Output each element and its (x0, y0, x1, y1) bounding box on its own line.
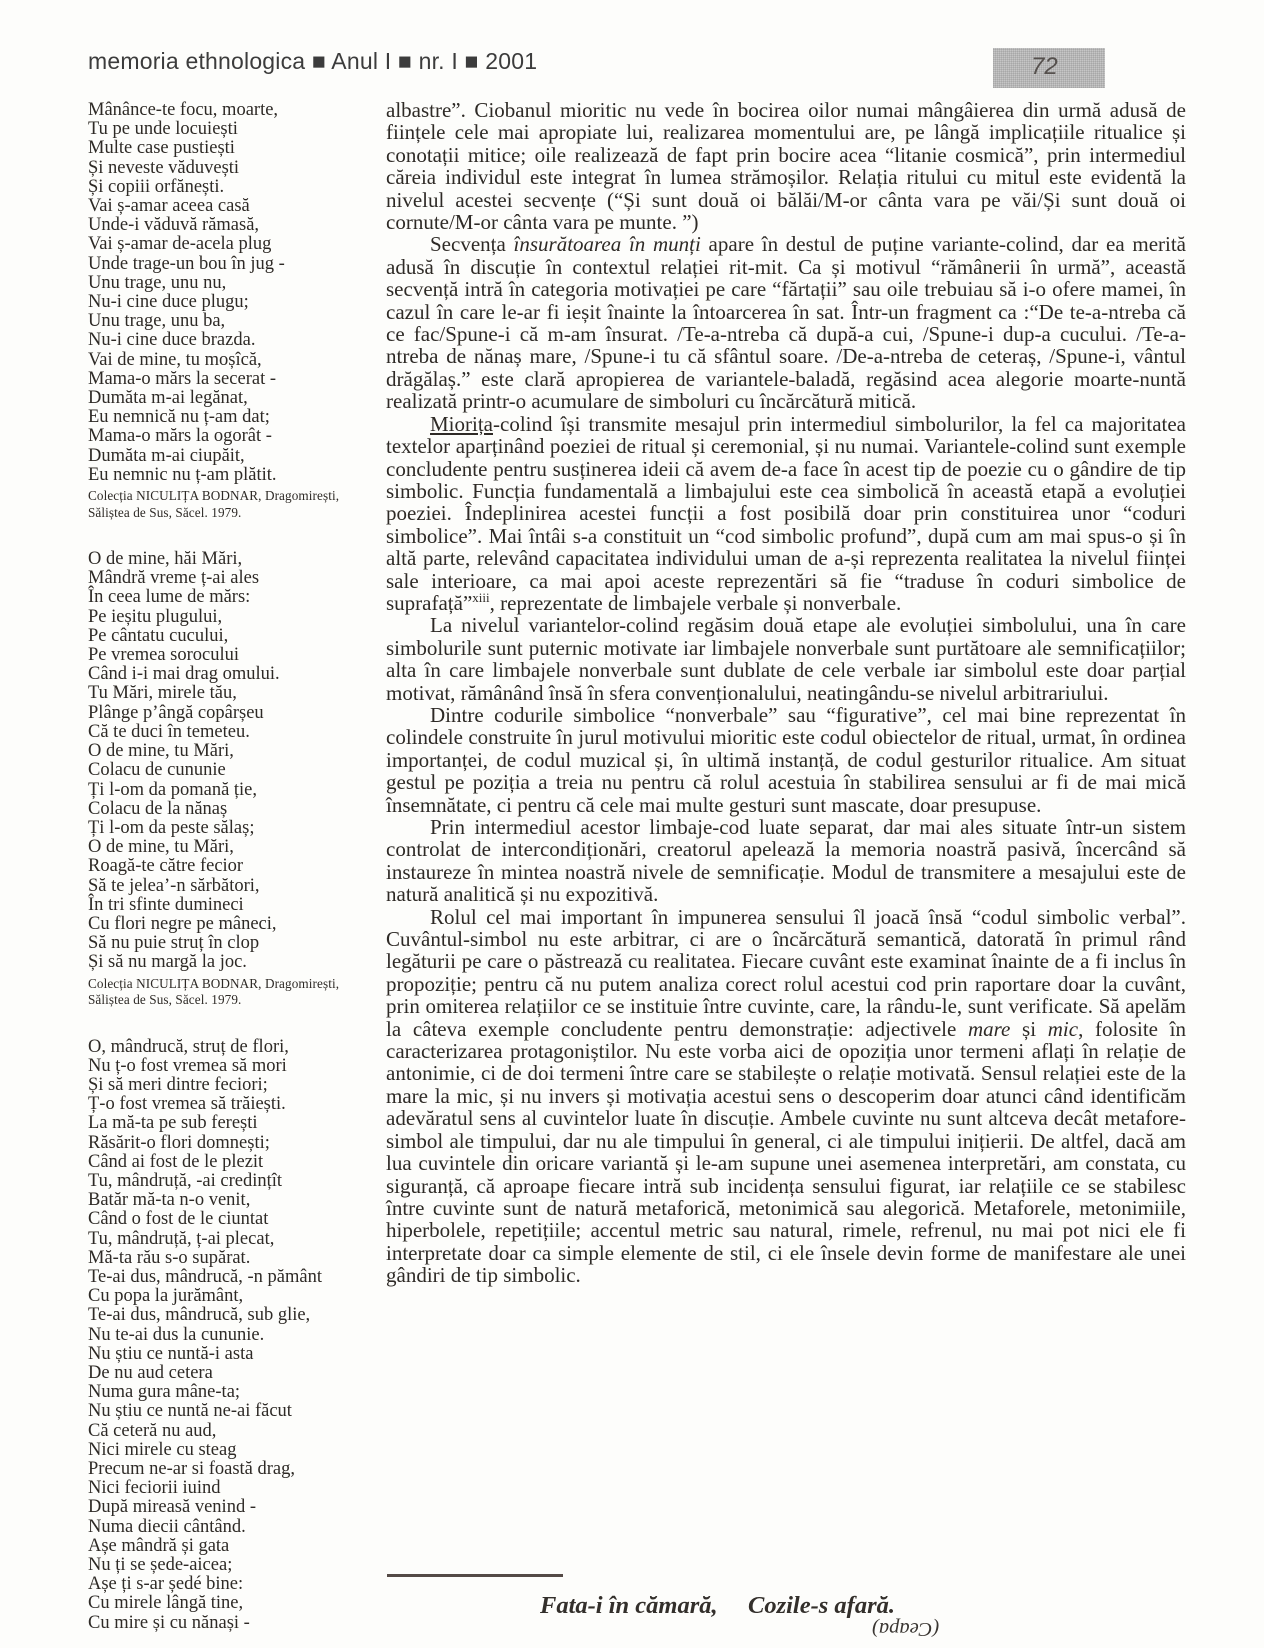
poem-line: Unu trage, unu ba, (88, 311, 226, 332)
text-segment: -colind își transmite mesajul prin intermediul simbolurilor, la fel ca majoritatea textelor aparținând poeziei de ritual și ceremonial, și nu numai. Variantele-colind sunt exemple concludente pentru susținerea ideii că avem de-a face în acest tip de poezie cu o gândire de tip simbolic. Funcția fundamentală a limbajului este cea simbolică în această etapă a evoluției poeziei. Îndeplinirea acestei funcții a fost posibilă doar prin constituirea unor “coduri simbolice”. Mai întâi s-a constituit un “cod simbolic profund”, după cum am mai spus-o și în altă parte, relevând capacitatea individului uman de a-și reprezenta realitatea la nivelul ființei sale interioare, ca mai apoi aceste reprezentări să fie “traduse în coduri simbolice de suprafață” (386, 411, 1186, 615)
poem-line: Eu nemnic nu ț-am plătit. (88, 464, 277, 485)
poem-line: Colacu de la nănaș (88, 798, 228, 819)
poem-line: Roagă-te către fecior (88, 856, 244, 877)
poem-line: Nu-i cine duce brazda. (88, 330, 256, 351)
poem-line: Mama-o mărs la secerat - (88, 368, 276, 389)
poem-line: De nu aud cetera (88, 1362, 213, 1383)
poem-line: Colacu de cununie (88, 760, 226, 781)
text-segment: Secvența (430, 232, 514, 257)
poem-line: În ceea lume de mărs: (88, 587, 251, 608)
poems-column (88, 101, 370, 1633)
poem-line: Că te duci în temeteu. (88, 721, 250, 742)
text-segment: însurătoarea în munți (513, 232, 701, 257)
riddle-text-first-half: Fata-i în cămară, (540, 1592, 718, 1619)
poem (88, 550, 370, 1008)
poem-line: Dumăta m-ai ciupăit, (88, 445, 245, 466)
text-segment: și (1010, 1016, 1048, 1041)
poem-line: Pe cântatu cucului, (88, 625, 229, 646)
poem-line: O de mine, tu Mări, (88, 741, 234, 762)
text-segment: La nivelul variantelor-colind regăsim două etape ale evoluției simbolului, una în care simbolurile sunt puternic motivate iar limbajele nonverbale sunt purtătoare ale semnificațiilor; alta în care limbajele nonverbale sunt dublate de cele verbale iar simbolul este doar parțial motivat, rămânând însă în sfera convenționalului, neatingându-se nivelul arbitrariului. (386, 613, 1186, 705)
poem (88, 101, 370, 521)
poem-line: Plânge p’ângă copârșeu (88, 702, 264, 723)
text-segment: Prin intermediul acestor limbaje-cod luate separat, dar mai ales situate într-un sistem controlat de intercondiționări, creatorul apelează la memoria noastră pasivă, încercând să instaureze în mintea noastră nivele de semnificație. Modul de transmitere a mesajului este de natură analitică și nu expozitivă. (386, 815, 1186, 907)
poem-line: Dumăta m-ai legănat, (88, 388, 248, 409)
poem-line: Mândră vreme ț-ai ales (88, 568, 260, 589)
text-segment: , reprezentate de limbajele verbale și nonverbale. (489, 590, 902, 615)
poem-line: Ț-o fost vremea să trăiești. (88, 1094, 286, 1115)
article-paragraph (386, 233, 1186, 412)
riddle-answer-upside-down: (Ceapa) (872, 1618, 940, 1640)
poem-line: O de mine, hăi Mări, (88, 549, 243, 570)
poem-line: Și să meri dintre feciori; (88, 1074, 268, 1095)
text-segment: , folosite în caracterizarea protagoniștilor. Nu este vorba aici de opoziția unor termeni aflați în relație de antonimie, ci de doi termeni între care se stabilește o relație motivată. Sensul relației este de la mare la mic, și nu invers și motivația acestui sens o descoperim doar atunci când identificăm adevăratul sens al cuvintelor luate în discuție. Ambele cuvinte nu sunt altceva decât metafore-simbol ale timpului, dar nu ale timpului în general, ci ale timpului inițierii. De altfel, dacă am lua cuvintele din oricare variantă și le-am supune unei asemenea interpretări, am constata, cu siguranță, că aproape fiecare intră sub incidența sensului figurat, iar relațiile ce se stabilesc între cuvinte sunt de natură metaforică, metonimică sau alegorică. Metaforele, metonimiile, hiperbolele, repetițiile; accentul metric sau natural, rimele, refrenul, nu mai pot nici ele fi interpretate doar ca simple elemente de stil, ci ele însele devin forme de manifestare ale unei gândiri de tip simbolic. (386, 1016, 1186, 1288)
poem-line: Unu trage, unu nu, (88, 272, 227, 293)
poem-line: Eu nemnică nu ț-am dat; (88, 407, 270, 428)
text-segment: Rolul cel mai important în impunerea sensului îl joacă însă “codul simbolic verbal”. Cuvântul-simbol nu este arbitrar, ci are o încărcătură semantică, datorată în primul rând legăturii pe care o păstrează cu realitatea. Fiecare cuvânt este examinat înainte de a fi inclus în propoziție; pentru că nu putem analiza corect rolul acestui cod prin raportare doar la cuvânt, prin omiterea relațiilor ce se instituie între cuvinte, care, la rându-le, sunt verificate. Să apelăm la câteva exemple concludente pentru demonstrație: adjectivele (386, 904, 1186, 1041)
poem-line: Când o fost de le ciuntat (88, 1209, 269, 1230)
article-text-column (386, 99, 1186, 1287)
poem-line: Vai de mine, tu moșîcă, (88, 349, 262, 370)
poem-line: Nu ți se șede-aicea; (88, 1555, 233, 1576)
poem-line: Nu-i cine duce plugu; (88, 292, 249, 313)
poem (88, 1038, 370, 1633)
article-paragraph (386, 614, 1186, 704)
poem-line: Unde-i văduvă rămasă, (88, 215, 260, 236)
poem-line: Vai ș-amar aceea casă (88, 196, 250, 217)
text-segment: mic (1047, 1016, 1079, 1041)
poem-attribution: Colecția NICULIȚA BODNAR, Dragomirești, Săliștea de Sus, Săcel. 1979. (88, 488, 340, 520)
poem-line: La mă-ta pe sub ferești (88, 1113, 258, 1134)
poem-line: Că ceteră nu aud, (88, 1420, 217, 1441)
text-segment: mare (967, 1016, 1011, 1041)
poem-line: Te-ai dus, mândrucă, sub glie, (88, 1305, 311, 1326)
article-paragraph (386, 906, 1186, 1287)
poem-line: Unde trage-un bou în jug - (88, 253, 285, 274)
poem-line: Nu ț-o fost vremea să mori (88, 1055, 287, 1076)
poem-line: Pe ieșitu plugului, (88, 606, 223, 627)
poem-line: Cu mire și cu nănași - (88, 1612, 250, 1633)
text-segment: Miorița (430, 411, 493, 436)
poem-line: O de mine, tu Mări, (88, 837, 234, 858)
page-number: 72 (1031, 53, 1058, 80)
poem-line: Nu știu ce nuntă ne-ai făcut (88, 1401, 292, 1422)
poem-line: Când ai fost de le plezit (88, 1151, 264, 1172)
article-paragraph (386, 704, 1186, 816)
poem-line: După mireasă venind - (88, 1497, 256, 1518)
poem-line: Numa gura mâne-ta; (88, 1382, 241, 1403)
page-number-box (993, 48, 1105, 88)
text-segment: apare în destul de puține variante-colind, dar ea merită adusă în discuție în contextul relației rit-mit. Ca și motivul “rămânerii în urmă”, această secvență intră în categoria motivației pe care “fărtații” sau oile trebuiau să i-o ofere mamei, în cazul în care le-ar fi ieșit înainte la întoarcerea în sat. Într-un fragment ca :“De te-a-ntreba că ce fac/Spune-i că m-am însurat. /Te-a-ntreba că după-a cui, /Spune-i dup-a cucului. /Te-a-ntreba de nănaș mare, /Spune-i tu că sfântul soare. /De-a-ntreba de ceteraș, /Spune-i, vântul drăgălaș.” este clară apropierea de variantele-baladă, regăsind acea alegorie moarte-nuntă realizată printr-o acumulare de simboluri cu încărcătură mitică. (386, 232, 1186, 414)
poem-line: În tri sfinte dumineci (88, 894, 244, 915)
poem-line: Batăr mă-ta n-o venit, (88, 1190, 251, 1211)
poem-line: Te-ai dus, mândrucă, -n pământ (88, 1266, 322, 1287)
poem-line: Tu, mândruță, ț-ai plecat, (88, 1228, 275, 1249)
poem-line: Vai ș-amar de-acela plug (88, 234, 272, 255)
poem-line: Nici mirele cu steag (88, 1439, 237, 1460)
poem-line: Mânânce-te focu, moarte, (88, 100, 279, 120)
poem-line: Ți l-om da peste sălaș; (88, 817, 255, 838)
poem-attribution: Colecția NICULIȚA BODNAR, Dragomirești, Săliștea de Sus, Săcel. 1979. (88, 975, 340, 1008)
poem-line: Tu pe unde locuiești (88, 119, 238, 140)
poem-line: Să te jelea’-n sărbători, (88, 875, 260, 896)
poem-line: Multe case pustiești (88, 138, 235, 159)
poem-line: Mă-ta rău s-o supărat. (88, 1247, 251, 1268)
poem-line: Tu, mândruță, -ai credințît (88, 1170, 283, 1191)
poem-line: Nu te-ai dus la cununie. (88, 1324, 265, 1345)
text-segment: Dintre codurile simbolice “nonverbale” sau “figurative”, cel mai bine reprezentat în colindele construite în jurul motivului mioritic este codul obiectelor de ritual, urmat, în ordinea importanței, de codul muzical și, în ultimă instanță, de codul gesturilor ritualice. Am situat gestul pe poziția a treia nu pentru că rolul acestuia în stabilirea sensului ar fi de mai mică însemnătate, ci pentru că cele mai multe gesturi sunt mascate, doar presupuse. (386, 702, 1186, 817)
poem-line: Așe ți s-ar ședé bine: (88, 1574, 244, 1595)
poem-line: Așe mândră și gata (88, 1535, 230, 1556)
poem-line: Nici feciorii iuind (88, 1478, 221, 1499)
poem-line: Cu flori negre pe mâneci, (88, 913, 277, 934)
text-segment: albastre”. Ciobanul mioritic nu vede în bocirea oilor numai mângâierea din urmă adusă de ființele cele mai apropiate lui, realizarea momentului are, pe lângă implicațiile ritualice și conotații mitice; oile realizează de fapt prin bocire acea “litanie cosmică”, prin intermediul căreia individul este integrat în lumea strămoșilor. Relația ritului cu mitul este evidentă la nivelul acestei secvențe (“Și sunt două oi bălăi/M-or cânta vara pe văi/Și sunt două oi cornute/M-or cânta vara pe munte. ”) (386, 98, 1186, 235)
poem-line: Și să nu margă la joc. (88, 952, 247, 973)
article-paragraph (386, 816, 1186, 906)
poem-line: Răsărit-o flori domnești; (88, 1132, 270, 1153)
poem-line: Nu știu ce nuntă-i asta (88, 1343, 254, 1364)
footnote-rule (387, 1574, 563, 1577)
poem-line: Numa diecii cântând. (88, 1516, 246, 1537)
poem-line: Să nu puie struț în clop (88, 933, 260, 954)
page-header (88, 48, 1178, 90)
riddle-text-second-half: Cozile-s afară. (748, 1592, 895, 1619)
text-segment: xiii (472, 589, 490, 605)
journal-title: memoria ethnologica ■ Anul I ■ nr. I ■ 2001 (88, 48, 538, 74)
poem-line: Și neveste văduvești (88, 157, 240, 178)
poem-line: O, mândrucă, struț de flori, (88, 1036, 289, 1057)
poem-line: Pe vremea sorocului (88, 645, 240, 666)
poem-line: Și copiii orfănești. (88, 176, 225, 197)
article-paragraph (386, 99, 1186, 233)
poem-line: Când i-i mai drag omului. (88, 664, 280, 685)
poem-line: Ți l-om da pomană ție, (88, 779, 258, 800)
poem-line: Cu popa la jurământ, (88, 1286, 244, 1307)
poem-line: Mama-o mărs la ogorât - (88, 426, 272, 447)
poem-line: Tu Mări, mirele tău, (88, 683, 237, 704)
poem-line: Cu mirele lângă tine, (88, 1593, 244, 1614)
poem-line: Precum ne-ar si foastă drag, (88, 1459, 296, 1479)
article-paragraph (386, 413, 1186, 615)
